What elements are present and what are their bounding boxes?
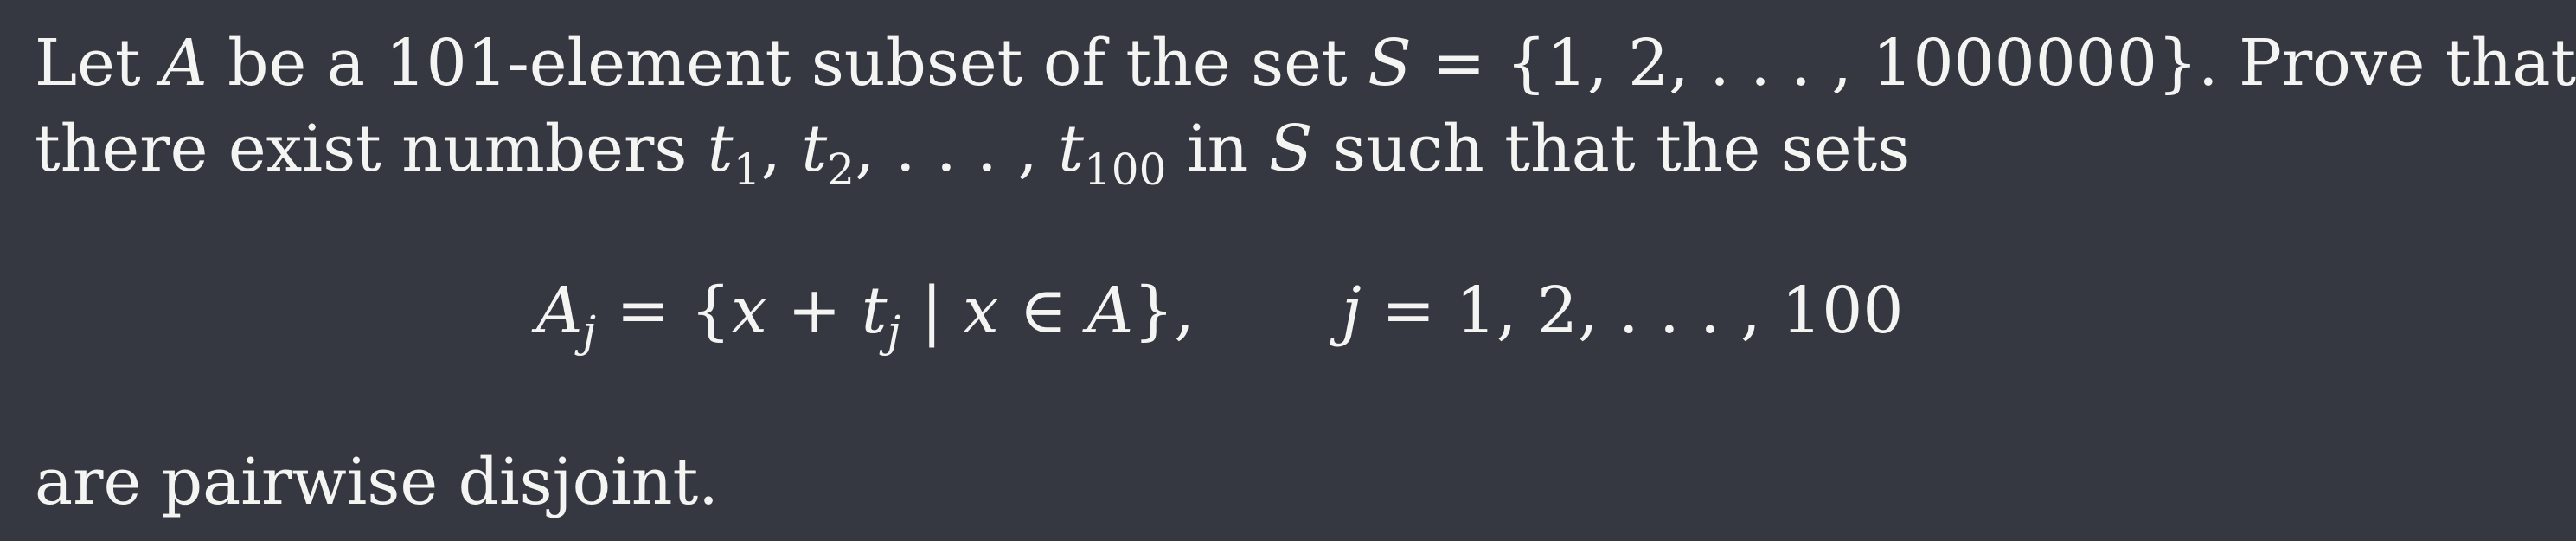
eq-bar: | [900, 274, 964, 348]
statement-line-3: are pairwise disjoint. [35, 445, 719, 519]
eq-var-x-2: x [963, 274, 999, 348]
comma-1: , [760, 112, 802, 186]
eq-var-t: t [861, 274, 888, 348]
display-equation [536, 274, 1904, 357]
text-let: Let [35, 26, 162, 100]
eq-element-of: ∈ [998, 274, 1087, 348]
var-s: S [1368, 26, 1412, 100]
var-t1: t [707, 112, 734, 186]
subscript-1: 1 [733, 145, 761, 195]
text-subset: be a 101-element subset of the set [207, 26, 1368, 100]
text-set-def: = {1, 2, . . . , 1000000}. Prove that [1411, 26, 2576, 100]
statement-line-2 [35, 112, 1911, 195]
text-exist: there exist numbers [35, 112, 708, 186]
eq-sub-j-2: j [887, 306, 901, 357]
var-a: A [161, 26, 208, 100]
var-s-2: S [1268, 112, 1313, 186]
statement-line-1 [35, 26, 2576, 100]
var-t100: t [1058, 112, 1084, 186]
eq-var-a-2: A [1086, 274, 1134, 348]
eq-close-brace: }, [1133, 274, 1195, 348]
subscript-100: 100 [1084, 145, 1167, 195]
subscript-2: 2 [827, 145, 855, 195]
var-t2: t [801, 112, 828, 186]
eq-sub-j: j [582, 306, 596, 357]
eq-plus: + [766, 274, 862, 348]
eq-equals-brace: = { [595, 274, 732, 348]
eq-var-a: A [536, 274, 583, 348]
eq-range: = 1, 2, . . . , 100 [1361, 274, 1904, 348]
text-such-that: such that the sets [1312, 112, 1911, 186]
eq-var-x: x [731, 274, 767, 348]
ellipsis: , . . . , [855, 112, 1059, 186]
eq-index-j: j [1341, 274, 1362, 348]
text-in: in [1166, 112, 1269, 186]
